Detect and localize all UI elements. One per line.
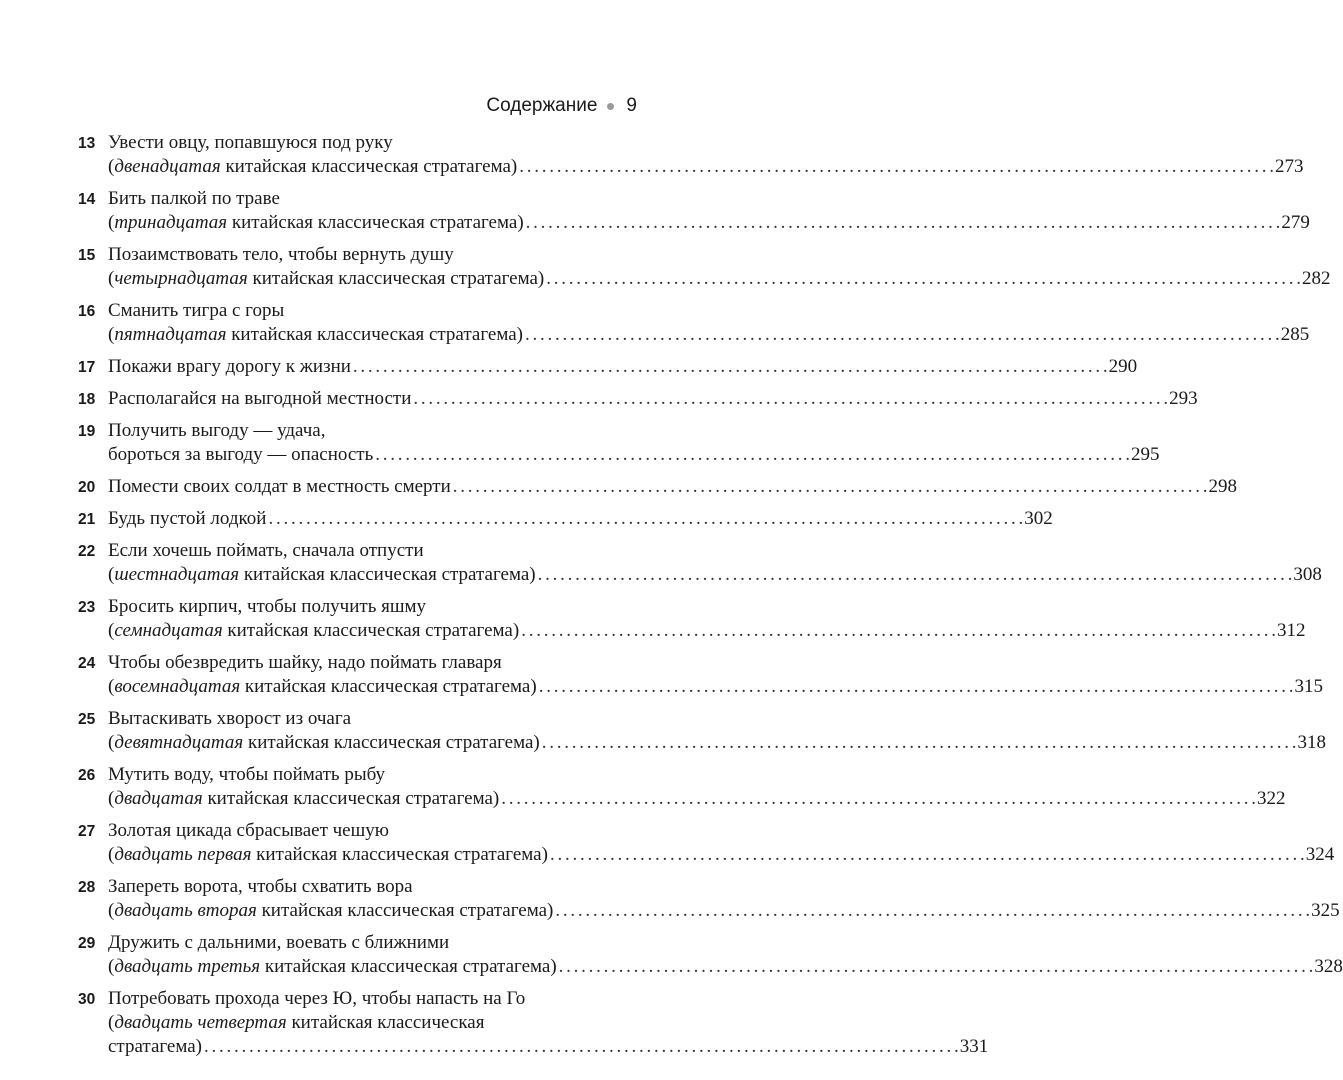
stratagem-ordinal: двадцать вторая — [114, 900, 257, 921]
running-head — [486, 92, 637, 120]
chapter-title: Бить палкой по траве — [108, 188, 280, 209]
section-title: Содержание — [486, 95, 598, 116]
page-number: 295 — [1131, 444, 1160, 465]
toc-entry — [78, 387, 1198, 411]
dot-leader — [521, 619, 1275, 643]
chapter-number: 13 — [78, 135, 96, 152]
chapter-number: 18 — [78, 391, 96, 408]
toc-entry — [78, 419, 1160, 467]
page-number: 324 — [1305, 844, 1335, 865]
chapter-number: 17 — [78, 359, 96, 376]
chapter-title: Мутить воду, чтобы поймать рыбу — [108, 764, 386, 785]
stratagem-ordinal: тринадцатая — [114, 212, 228, 233]
page-number: 273 — [1274, 156, 1304, 177]
chapter-title: Если хочешь поймать, сначала отпусти — [108, 540, 424, 561]
toc-entry: 25 Вытаскивать хворост из очага (девятнадцатая китайская классическая стратагема) . . . 318 — [78, 707, 638, 755]
page-number: 328 — [1314, 956, 1343, 977]
toc-entry: 26 Мутить воду, чтобы поймать рыбу (двадцатая китайская классическая стратагема) . . . 322 — [78, 763, 638, 811]
stratagem-ordinal: семнадцатая — [114, 620, 223, 641]
chapter-title: Увести овцу, попавшуюся под руку — [108, 132, 393, 153]
stratagem-ordinal: двенадцатая — [114, 156, 221, 177]
page-number: 290 — [1108, 356, 1138, 377]
chapter-number: 27 — [78, 823, 96, 840]
stratagem-ordinal: четырнадцатая — [114, 268, 248, 289]
page-number: 285 — [1280, 324, 1310, 345]
dot-leader — [453, 475, 1207, 499]
toc-entry — [78, 475, 1238, 499]
toc-entry: 30 Потребовать прохода через Ю, чтобы напасть на Го (двадцать четвертая китайская классическая стратагема) . . . 331 — [78, 987, 638, 1059]
chapter-title: Будь пустой лодкой — [108, 508, 267, 529]
dot-leader — [542, 731, 1296, 755]
dot-leader — [519, 155, 1273, 179]
stratagem-ordinal: двадцать четвертая — [114, 1012, 287, 1033]
chapter-number: 24 — [78, 655, 96, 672]
stratagem-subtitle: китайская классическая стратагема) — [240, 676, 537, 697]
chapter-title: Сманить тигра с горы — [108, 300, 285, 321]
stratagem-subtitle: китайская классическая стратагема) — [251, 844, 548, 865]
chapter-number: 25 — [78, 711, 96, 728]
page-number: 312 — [1276, 620, 1306, 641]
page-number: 331 — [959, 1036, 989, 1057]
stratagem-subtitle: китайская классическая стратагема) — [247, 268, 545, 289]
toc-entry: 24 Чтобы обезвредить шайку, надо поймать главаря (восемнадцатая китайская классическая стратагема) . . . 315 — [78, 651, 638, 699]
toc-entry: 27 Золотая цикада сбрасывает чешую (двадцать первая китайская классическая стратагема) . . . 324 — [78, 819, 638, 867]
bullet-separator-icon — [607, 103, 614, 110]
toc-entry: 29 Дружить с дальними, воевать с ближними (двадцать третья китайская классическая стратагема) . . . 328 — [78, 931, 638, 979]
toc-entry: 16 Сманить тигра с горы (пятнадцатая китайская классическая стратагема) . . . 285 — [78, 299, 638, 347]
dot-leader — [204, 1035, 958, 1059]
stratagem-ordinal: шестнадцатая — [114, 564, 240, 585]
toc-entry: 28 Запереть ворота, чтобы схватить вора (двадцать вторая китайская классическая стратагема) . . . 325 — [78, 875, 638, 923]
stratagem-ordinal: двадцать первая — [114, 844, 252, 865]
chapter-number: 15 — [78, 247, 96, 264]
toc-entry: 14 Бить палкой по траве (тринадцатая китайская классическая стратагема) . . . 279 — [78, 187, 638, 235]
page-number: 318 — [1297, 732, 1327, 753]
chapter-number: 26 — [78, 767, 96, 784]
chapter-title: Запереть ворота, чтобы схватить вора — [108, 876, 413, 897]
stratagem-ordinal: восемнадцатая — [114, 676, 241, 697]
chapter-title: Помести своих солдат в местность смерти — [108, 476, 451, 497]
chapter-number: 30 — [78, 991, 96, 1008]
page-number: 325 — [1311, 900, 1340, 921]
toc-entry — [78, 355, 1138, 379]
dot-leader — [413, 387, 1167, 411]
page-number: 279 — [1281, 212, 1310, 233]
chapter-number: 19 — [78, 423, 96, 440]
stratagem-ordinal: двадцать третья — [114, 956, 261, 977]
dot-leader — [501, 787, 1255, 811]
page-number: 322 — [1256, 788, 1286, 809]
stratagem-subtitle: китайская классическая стратагема) — [222, 620, 520, 641]
chapter-number: 21 — [78, 511, 96, 528]
stratagem-subtitle: китайская классическая стратагема) — [260, 956, 557, 977]
chapter-title-continued: бороться за выгоду — опасность — [108, 444, 374, 465]
chapter-number: 28 — [78, 879, 96, 896]
chapter-number: 29 — [78, 935, 96, 952]
dot-leader — [538, 563, 1292, 587]
page-number: 293 — [1169, 388, 1198, 409]
chapter-title: Потребовать прохода через Ю, чтобы напасть на Го — [108, 988, 526, 1009]
chapter-title: Получить выгоду — удача, — [108, 420, 326, 441]
folio: 9 — [626, 95, 637, 116]
chapter-title: Бросить кирпич, чтобы получить яшму — [108, 596, 427, 617]
toc-entry: 13 Увести овцу, попавшуюся под руку (двенадцатая китайская классическая стратагема) . . . 273 — [78, 131, 638, 179]
dot-leader — [525, 323, 1279, 347]
stratagem-subtitle: китайская классическая стратагема) — [256, 900, 554, 921]
dot-leader — [555, 899, 1309, 923]
stratagem-subtitle: китайская классическая стратагема) — [202, 788, 500, 809]
stratagem-subtitle: китайская классическая — [286, 1012, 485, 1033]
dot-leader — [559, 955, 1313, 979]
chapter-number: 16 — [78, 303, 96, 320]
chapter-title: Дружить с дальними, воевать с ближними — [108, 932, 450, 953]
chapter-title: Вытаскивать хворост из очага — [108, 708, 352, 729]
chapter-title: Покажи врагу дорогу к жизни — [108, 356, 351, 377]
chapter-title: Золотая цикада сбрасывает чешую — [108, 820, 389, 841]
stratagem-subtitle: китайская классическая стратагема) — [220, 156, 518, 177]
stratagem-subtitle-continued: стратагема) — [108, 1036, 203, 1057]
stratagem-ordinal: двадцатая — [114, 788, 203, 809]
chapter-title: Позаимствовать тело, чтобы вернуть душу — [108, 244, 454, 265]
stratagem-subtitle: китайская классическая стратагема) — [243, 732, 540, 753]
table-of-contents — [78, 131, 1343, 1067]
page-number: 308 — [1293, 564, 1322, 585]
chapter-number: 20 — [78, 479, 96, 496]
toc-entry: 15 Позаимствовать тело, чтобы вернуть душу (четырнадцатая китайская классическая стратагема) . . . 282 — [78, 243, 638, 291]
stratagem-ordinal: пятнадцатая — [114, 324, 227, 345]
dot-leader — [550, 843, 1304, 867]
dot-leader — [375, 443, 1129, 467]
dot-leader — [353, 355, 1107, 379]
chapter-number: 14 — [78, 191, 96, 208]
toc-entry — [78, 507, 1053, 531]
stratagem-subtitle: китайская классическая стратагема) — [239, 564, 536, 585]
chapter-number: 23 — [78, 599, 96, 616]
page-number: 298 — [1208, 476, 1238, 497]
page-number: 282 — [1302, 268, 1331, 289]
toc-entry: 23 Бросить кирпич, чтобы получить яшму (семнадцатая китайская классическая стратагема) . . . 312 — [78, 595, 638, 643]
dot-leader — [268, 507, 1022, 531]
chapter-title: Располагайся на выгодной местности — [108, 388, 412, 409]
dot-leader — [546, 267, 1300, 291]
page-number: 315 — [1294, 676, 1323, 697]
dot-leader — [539, 675, 1293, 699]
stratagem-subtitle: китайская классическая стратагема) — [227, 212, 524, 233]
chapter-title: Чтобы обезвредить шайку, надо поймать главаря — [108, 652, 502, 673]
page-number: 302 — [1024, 508, 1053, 529]
toc-entry: 22 Если хочешь поймать, сначала отпусти (шестнадцатая китайская классическая стратагема) . . . 308 — [78, 539, 638, 587]
dot-leader — [526, 211, 1280, 235]
stratagem-ordinal: девятнадцатая — [114, 732, 244, 753]
chapter-number: 22 — [78, 543, 96, 560]
stratagem-subtitle: китайская классическая стратагема) — [226, 324, 523, 345]
